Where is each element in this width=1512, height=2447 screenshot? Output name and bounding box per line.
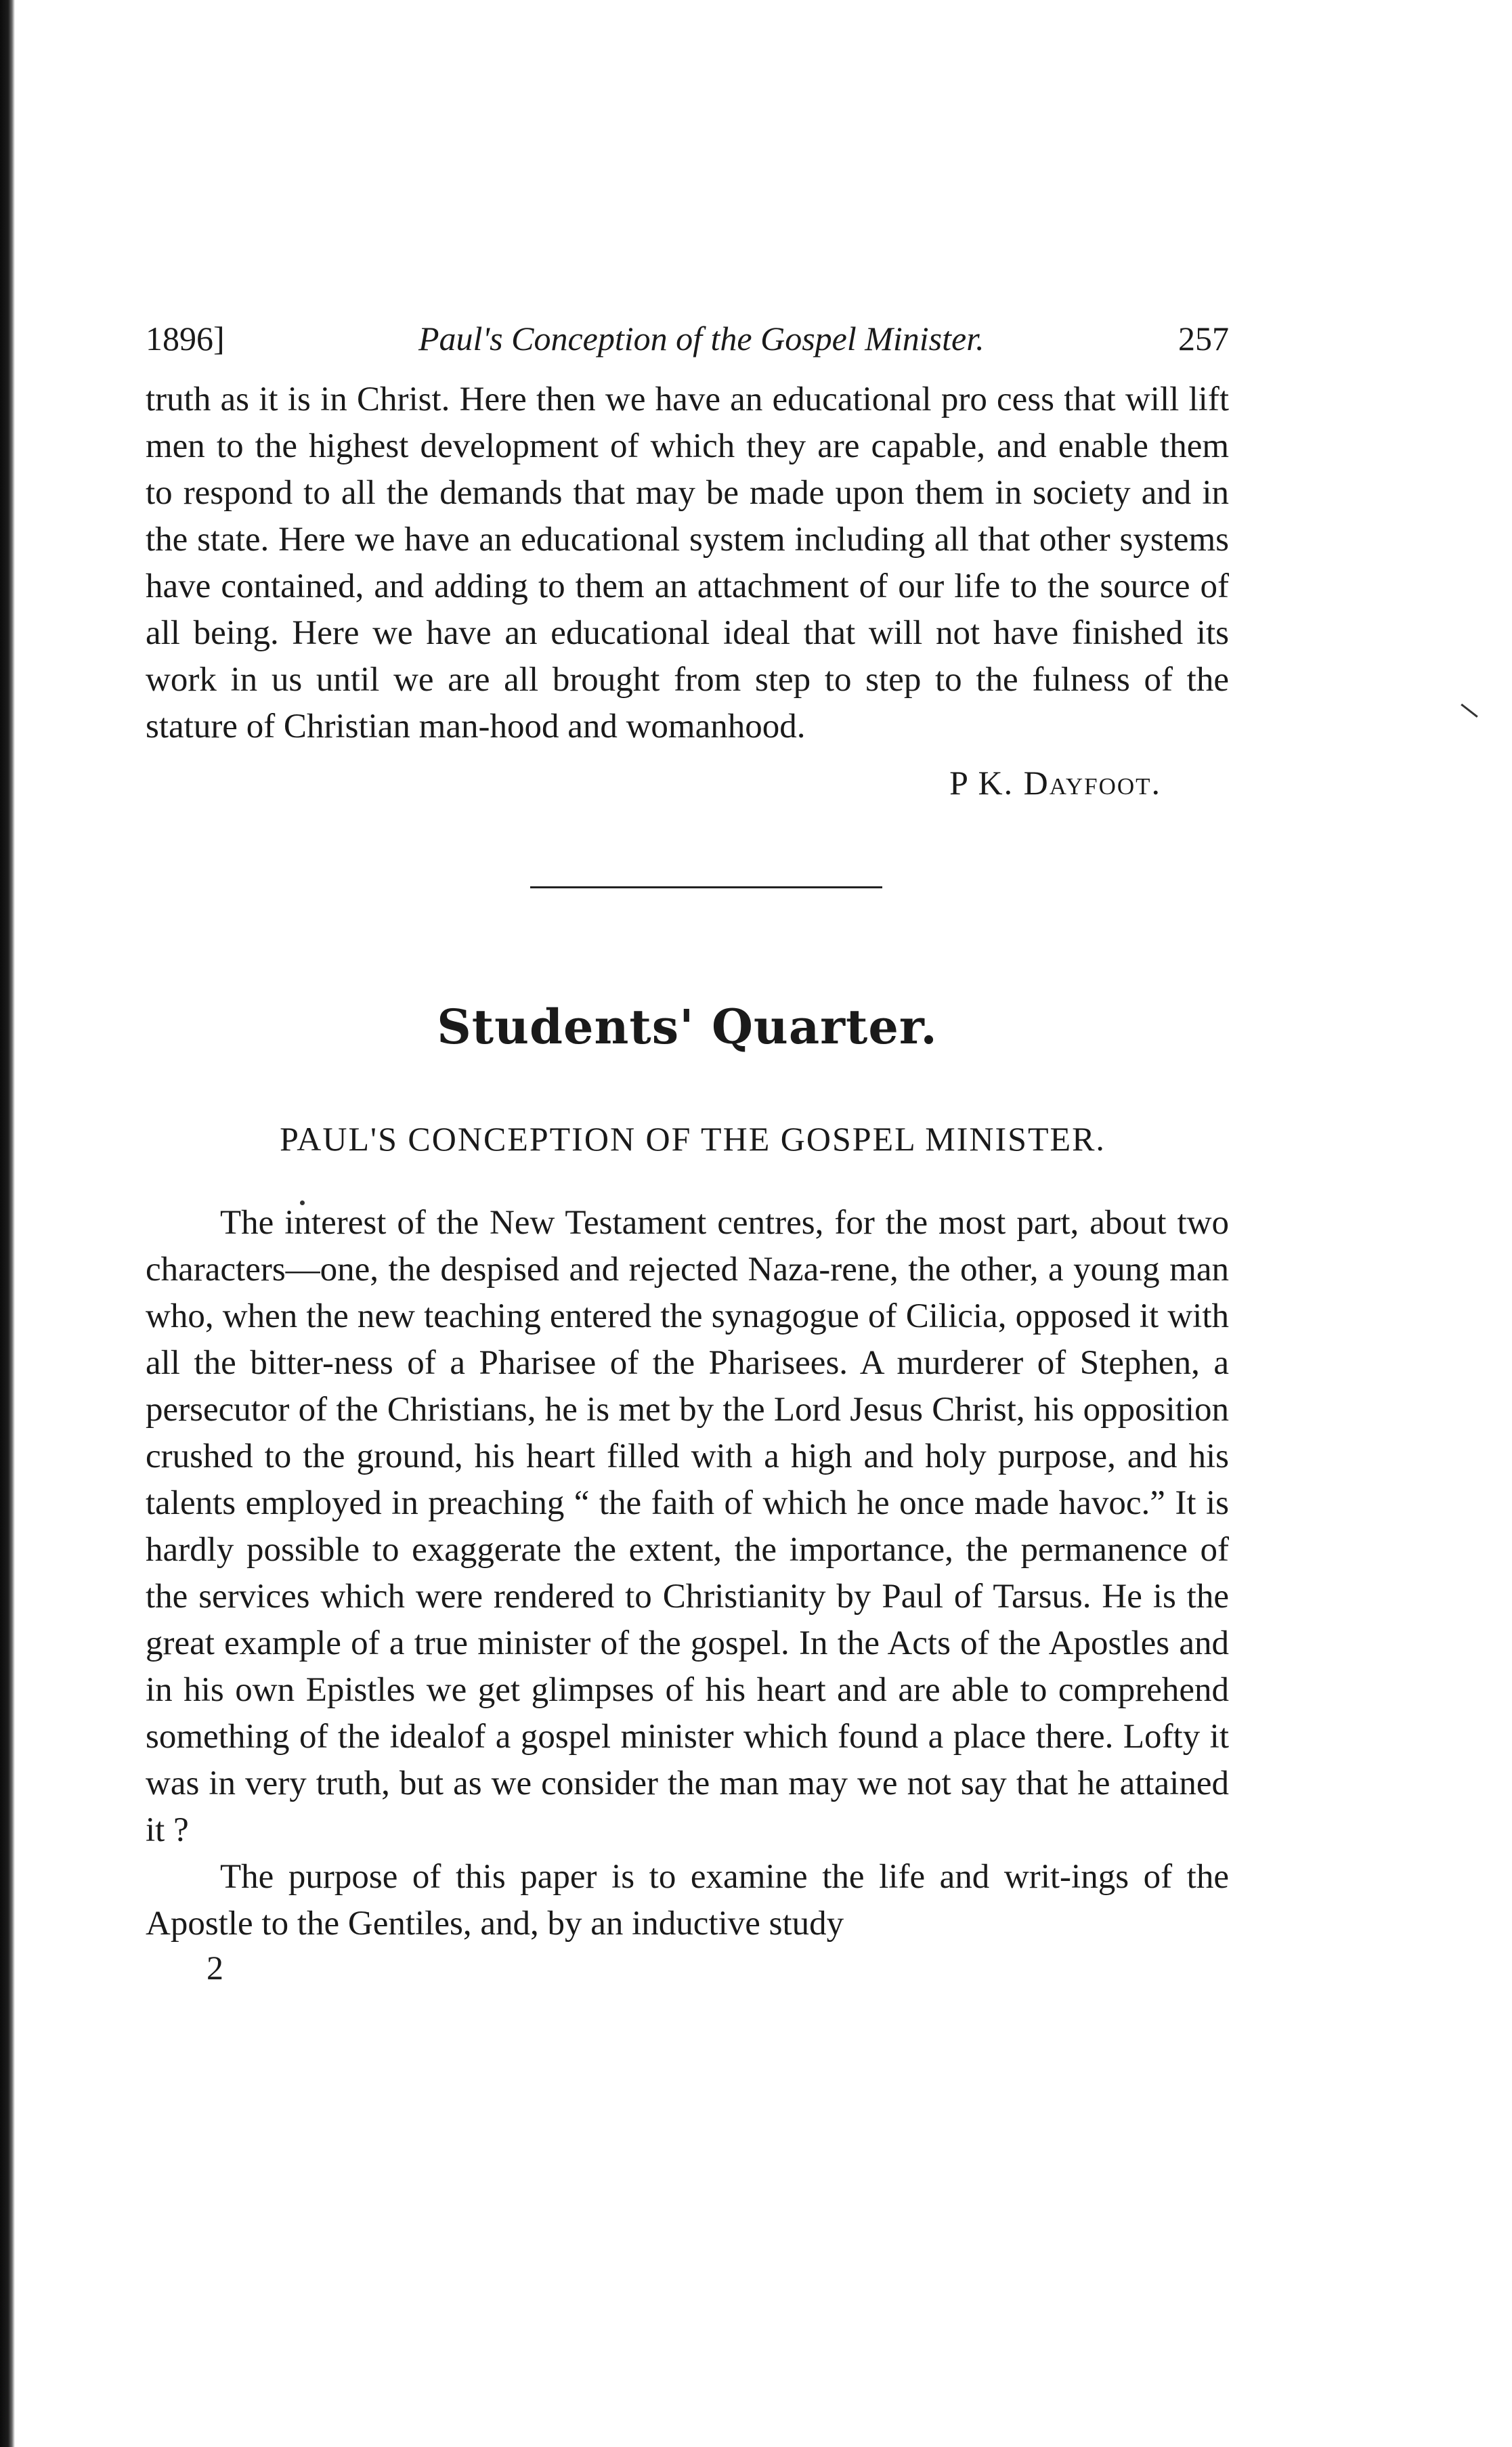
author-signature: P K. Dayfoot. bbox=[949, 764, 1161, 802]
stray-ink-mark bbox=[1461, 703, 1477, 718]
article-paragraph-1: The interest of the New Testament centres, for the most part, about two characters—one, the despised and rejected Naza-rene, the other, a young man who, when the new teaching entered the synagogue of Cilicia, opposed it with all the bitter-ness of a Pharisee of the Pharisees. A murderer of Stephen, a persecutor of the Christians, he is met by the Lord Jesus Christ, his opposition crushed to the ground, his heart filled with a high and holy purpose, and his talents employed in preaching “ the faith of which he once made havoc.” It is hardly possible to exaggerate the extent, the importance, the permanence of the services which were rendered to Christianity by Paul of Tarsus. He is the great example of a true minister of the gospel. In the Acts of the Apostles and in his own Epistles we get glimpses of his heart and are able to comprehend something of the idealof a gospel minister which found a place there. Lofty it was in very truth, but as we consider the man may we not say that he attained it ? bbox=[146, 1204, 1229, 1849]
section-heading: Students' Quarter. bbox=[437, 999, 938, 1055]
book-page bbox=[146, 318, 1229, 1988]
section-divider-rule bbox=[530, 886, 882, 888]
page-binding-edge bbox=[0, 0, 15, 2447]
signature-mark: 2 bbox=[207, 1949, 223, 1987]
article-title: PAUL'S CONCEPTION OF THE GOSPEL MINISTER. bbox=[280, 1120, 1106, 1158]
page-number: 257 bbox=[1178, 320, 1229, 358]
running-head-year: 1896] bbox=[146, 320, 225, 358]
running-head bbox=[146, 318, 1229, 359]
article-paragraph-2: The purpose of this paper is to examine the life and writ-ings of the Apostle to the Gentiles, and, by an inductive study bbox=[146, 1858, 1229, 1943]
running-head-title: Paul's Conception of the Gospel Minister. bbox=[418, 320, 985, 358]
previous-article-closing-paragraph: truth as it is in Christ. Here then we have an educational pro cess that will lift men to the highest development of which they are capable, and enable them to respond to all the demands that may be made upon them in society and in the state. Here we have an educational system including all that other systems have contained, and adding to them an attachment of our life to the source of all being. Here we have an educational ideal that will not have finished its work in us until we are all brought from step to step to the fulness of the stature of Christian man-hood and womanhood. bbox=[146, 381, 1229, 745]
